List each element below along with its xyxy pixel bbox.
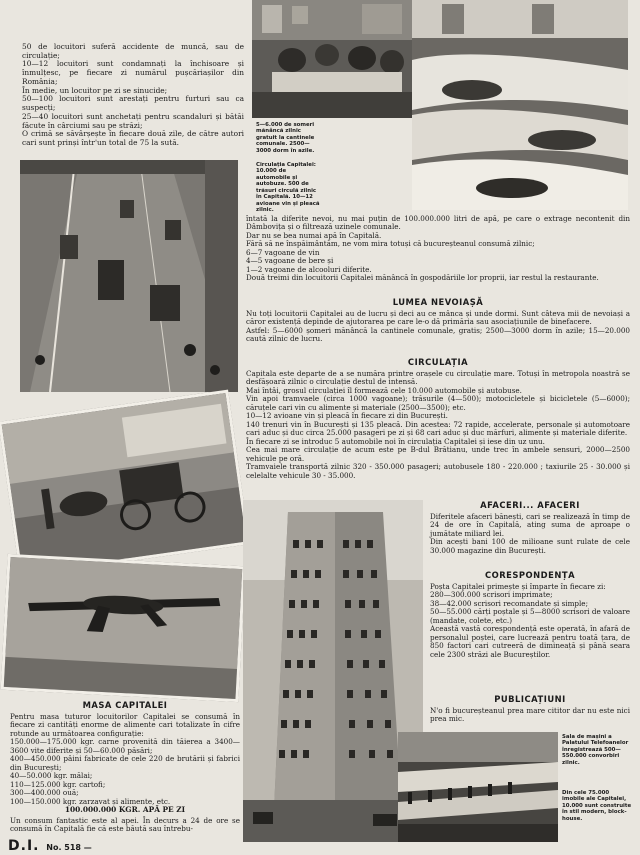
masa-text [10,713,240,806]
building-caption: Din cele 75.000 imobile ale Capitalei, 10.000 sunt construite în stil modern, block-house. [562,790,632,822]
magazine-mark: D.I. [8,838,40,854]
masa-paragraph: 400—450.000 pâini fabricate de cele 220 de brutării și fabrici din București; [10,754,240,772]
apa-paragraph: Un consum fantastic este al apei. În decurs a 24 de ore se consumă în Capitală fie că este băută sau întrebu- [10,816,240,834]
masa-paragraph: 100—150.000 kgr. zarzavat și alimente, etc. [10,796,171,806]
lumea-text [246,310,630,344]
corespondenta-text [430,583,630,659]
circulatia-paragraph: Mai întâi, grosul circulației îl formează cele 10.000 automobile și autobuse. [246,385,522,395]
section-title-publicatiuni: PUBLICAȚIUNI [494,694,566,704]
corespondenta-paragraph: 280—300.000 scrisori imprimate; [430,590,553,600]
street-traffic-photo [20,160,238,392]
water-paragraph: 6—7 vagoane de vin [246,247,320,257]
circulatia-text [246,370,630,480]
canteen-photo [252,0,412,118]
apa-text [10,817,240,834]
publicatiuni-paragraph: N'o fi bucureșteanul prea mare cititor dar nu este nici prea mic. [430,706,630,724]
circulatia-paragraph: Vin apoi tramvaele (circa 1000 vagoane); trăsurile (4—500); motocicletele și bicicletele (5—6000); căruțele cari vin cu alimente și materiale (2500—3500); etc. [246,394,630,412]
water-continued-text [246,215,630,283]
masa-paragraph: 40—50.000 kgr. mălai; [10,771,93,781]
water-paragraph: Fără să ne înspăimântăm, ne vom mira totuși că bucureșteanul consumă zilnic; [246,239,535,249]
water-paragraph: 1—2 vagoane de alcooluri diferite. [246,264,372,274]
airplane-photo [1,554,246,702]
telephone-room-photo [398,732,558,842]
telephone-room-caption: Sala de mașini a Palatului Telefoanelor înregistrează 500—550.000 convorbiri zilnic. [562,734,629,766]
water-paragraph: întată la diferite nevoi, nu mai puțin de 100.000.000 litri de apă, pe care o extrage necontenit din Dâmbovița și o filtrează uzinele comunale. [246,214,630,232]
canteen-caption: 5—6.000 de someri mănâncă zilnic gratuit la cantinele comunale. 2500—3000 dorm în azile. [256,122,315,154]
carriage-photo [0,390,250,577]
circulatia-paragraph: Tramvaiele transportă zilnic 320 - 350.000 pasageri; autobusele 180 - 220.000 ; taxiurile 25 - 30.000 și celelalte vehicule 30 - 35.000. [246,462,630,480]
corespondenta-paragraph: Poșta Capitalei primește și împarte în fiecare zi: [430,582,606,591]
masa-paragraph: Pentru masa tuturor locuitorilor Capitalei se consumă în fiecare zi cantități enorme de alimente cari totalizate în cifre rotunde au următoarea configurație: [10,712,240,738]
masa-paragraph: 110—125.000 kgr. cartofi; [10,779,106,789]
circulatia-paragraph: 140 trenuri vin în București și 135 pleacă. Din acestea: 72 rapide, accelerate, personale și automotoare cari aduc și duc circa 25.000 pasageri pe zi și 68 cari aduc și duc mărfuri, alimente și materiale diferite. [246,419,630,438]
publicatiuni-text [430,707,630,724]
circulatia-paragraph: Capitala este departe de a se număra printre orașele cu circulație mare. Totuși în metropola noastră se desfășoară zilnic o circulație destul de intensă. [246,369,630,387]
lumea-paragraph: Nu toți locuitorii Capitalei au de lucru și deci au ce mânca și unde dormi. Sunt câteva mii de nevoiași a căror existență depinde de ajutorarea pe care le-o dă primăria sau asociațiunile de binefacere. [246,309,630,327]
water-paragraph: Două treimi din locuitorii Capitalei mănâncă în gospodăriile lor proprii, iar restul la restaurante. [246,273,599,283]
masa-paragraph: 150.000—175.000 kgr. carne provenită din tăierea a 3400—3600 vite diferite și 50—60.000 păsări; [10,737,240,755]
section-title-apa: 100.000.000 KGR. APĂ PE ZI [64,805,186,814]
intro-line: În medie, un locuitor pe zi se sinucide; [22,85,168,95]
intro-line: 50 de locuitori suferă accidente de muncă, sau de circulație; [22,42,244,60]
circulatia-paragraph: 10—12 avioane vin și pleacă în fiecare zi din București. [246,411,448,421]
section-title-corespondenta: CORESPONDENȚA [484,570,576,580]
corespondenta-paragraph: 38—42.000 scrisori recomandate și simple; [430,598,588,608]
afaceri-text [430,513,630,555]
intro-line: 10—12 locuitori sunt condamnați la închisoare și înmulțesc, pe fiecare zi numărul pușcăriașilor din România; [22,59,244,86]
circulatia-paragraph: În fiecare zi se introduc 5 automobile noi în circulația Capitalei și iese din uz unu. [246,436,545,446]
intro-line: O crimă se săvârșește în fiecare două zile, de către autori cari sunt prinși într'un total de 75 la sută. [22,129,244,148]
circulatia-paragraph: Cea mai mare circulație de acum este pe B-dul Brătianu, unde trec în ambele sensuri, 2000—2500 vehicule pe oră. [246,445,630,463]
corespondenta-paragraph: Această vastă corespondență este operată, în afară de personalul poștei, care lucrează pentru toată țara, de 850 factori cari cutreeră de dimineață și până seara cele 2300 străzi ale Bucureștilor. [430,624,630,659]
building-photo [243,500,423,842]
section-title-circulatia: CIRCULAȚIA [407,357,469,367]
dormitory-photo [412,0,628,210]
page-footer [8,838,92,854]
water-paragraph: 4—5 vagoane de bere și [246,256,334,266]
issue-number: No. 518 — [46,843,92,852]
intro-line: 50—100 locuitori sunt arestați pentru furturi sau ca suspecți; [22,94,244,113]
intro-line: 25—40 locuitori sunt anchetați pentru scandaluri și bătăi făcute în cârciumi sau pe străzi; [22,111,244,130]
section-title-masa: MASA CAPITALEI [82,700,168,710]
traffic-caption: Circulația Capitalei: 10.000 de automobile și autobuze. 500 de trăsuri circulă zilnic în Capitală. 10—12 avioane vin și pleacă zilnic. [256,162,320,214]
section-title-afaceri: AFACERI... AFACERI [480,500,580,510]
water-paragraph: Dar nu se bea numai apă în Capitală. [246,230,382,240]
masa-paragraph: 300—400.000 ouă; [10,788,79,798]
intro-text [22,43,244,148]
afaceri-paragraph: Din acești bani 100 de milioane sunt rulate de cele 30.000 magazine din București. [430,537,630,555]
section-title-lumea: LUMEA NEVOIAȘĂ [392,297,484,307]
afaceri-paragraph: Diferitele afaceri bănești, cari se realizează în timp de 24 de ore în Capitală, ating suma de aproape o jumătate miliard lei. [430,512,630,538]
lumea-paragraph: Astfel: 5—6000 șomeri mănâncă la cantinele comunale, gratis; 2500—3000 dorm în azile; 15—20.000 caută zilnic de lucru. [246,325,630,344]
corespondenta-paragraph: 50—55.000 cărți poștale și 5—8000 scrisori de valoare (mandate, colete, etc.) [430,607,630,625]
